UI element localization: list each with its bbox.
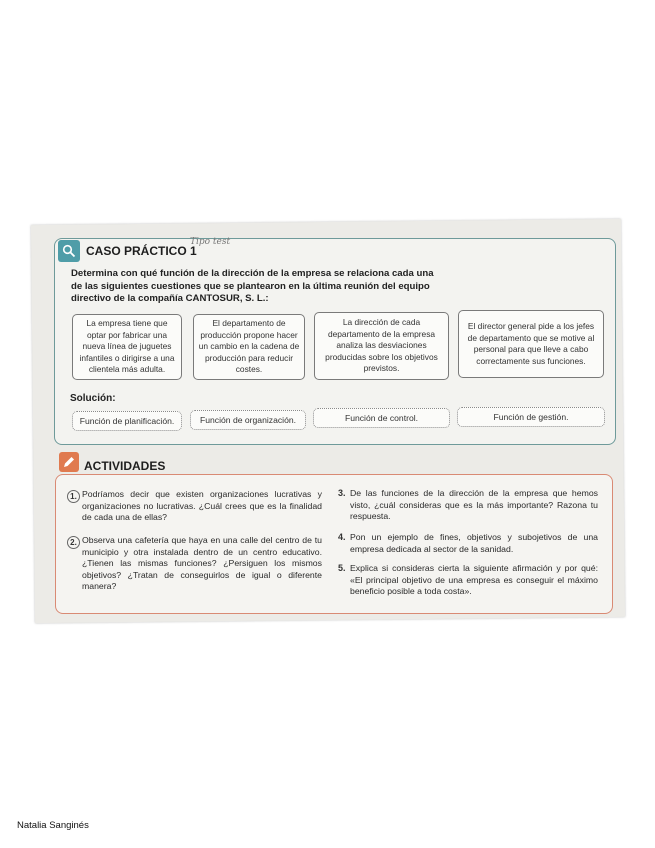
solution-2: Función de organización. — [190, 410, 306, 430]
activity-number-2: 2. — [67, 536, 80, 549]
activity-5: Explica si consideras cierta la siguiente afirmación y por qué: «El principal objetivo de una empresa es conseguir el máximo beneficio posible a toda costa». — [350, 563, 598, 597]
solution-4: Función de gestión. — [457, 407, 605, 427]
activity-3: De las funciones de la dirección de la empresa que hemos visto, ¿cuál consideras que es la más importante? Razona tu respuesta. — [350, 488, 598, 522]
activity-number-1: 1. — [67, 490, 80, 503]
pencil-icon — [59, 452, 79, 472]
magnifier-icon — [58, 240, 80, 262]
activity-1: Podríamos decir que existen organizaciones lucrativas y organizaciones no lucrativas. ¿Cuál crees que es la finalidad de cada una de ellas? — [82, 489, 322, 523]
case-item-2: El departamento de producción propone hacer un cambio en la cadena de producción para reducir costes. — [193, 314, 305, 380]
solution-3: Función de control. — [313, 408, 450, 428]
activity-number-3: 3. — [338, 488, 346, 498]
activity-number-5: 5. — [338, 563, 346, 573]
solution-label: Solución: — [70, 393, 116, 404]
activity-4: Pon un ejemplo de fines, objetivos y subojetivos de una empresa dedicada al sector de la sanidad. — [350, 532, 598, 554]
case-intro: Determina con qué función de la dirección de la empresa se relaciona cada una de las siguientes cuestiones que se plantearon en la última reunión del equipo directivo de la compañía CANTOSUR, S. L.: — [71, 268, 434, 304]
case-item-3: La dirección de cada departamento de la empresa analiza las desviaciones producidas sobre los objetivos previstos. — [314, 312, 449, 380]
activity-2: Observa una cafetería que haya en una calle del centro de tu municipio y otra instalada dentro de un centro educativo. ¿Tienen las mismas funciones? ¿Persiguen los mismos objetivos? ¿Tratan de conseguirlos de igual o diferente manera? — [82, 535, 322, 592]
case-study-title: CASO PRÁCTICO 1 — [86, 244, 197, 258]
case-item-4: El director general pide a los jefes de departamento que se motive al personal para que lleve a cabo correctamente sus funciones. — [458, 310, 604, 378]
solution-1: Función de planificación. — [72, 411, 182, 431]
activity-number-4: 4. — [338, 532, 346, 542]
handwritten-note: Tipo test — [190, 237, 231, 247]
author-footer: Natalia Sanginés — [17, 820, 89, 831]
activities-title: ACTIVIDADES — [84, 459, 166, 473]
case-item-1: La empresa tiene que optar por fabricar una nueva línea de juguetes infantiles o dirigirse a una clientela más adulta. — [72, 314, 182, 380]
